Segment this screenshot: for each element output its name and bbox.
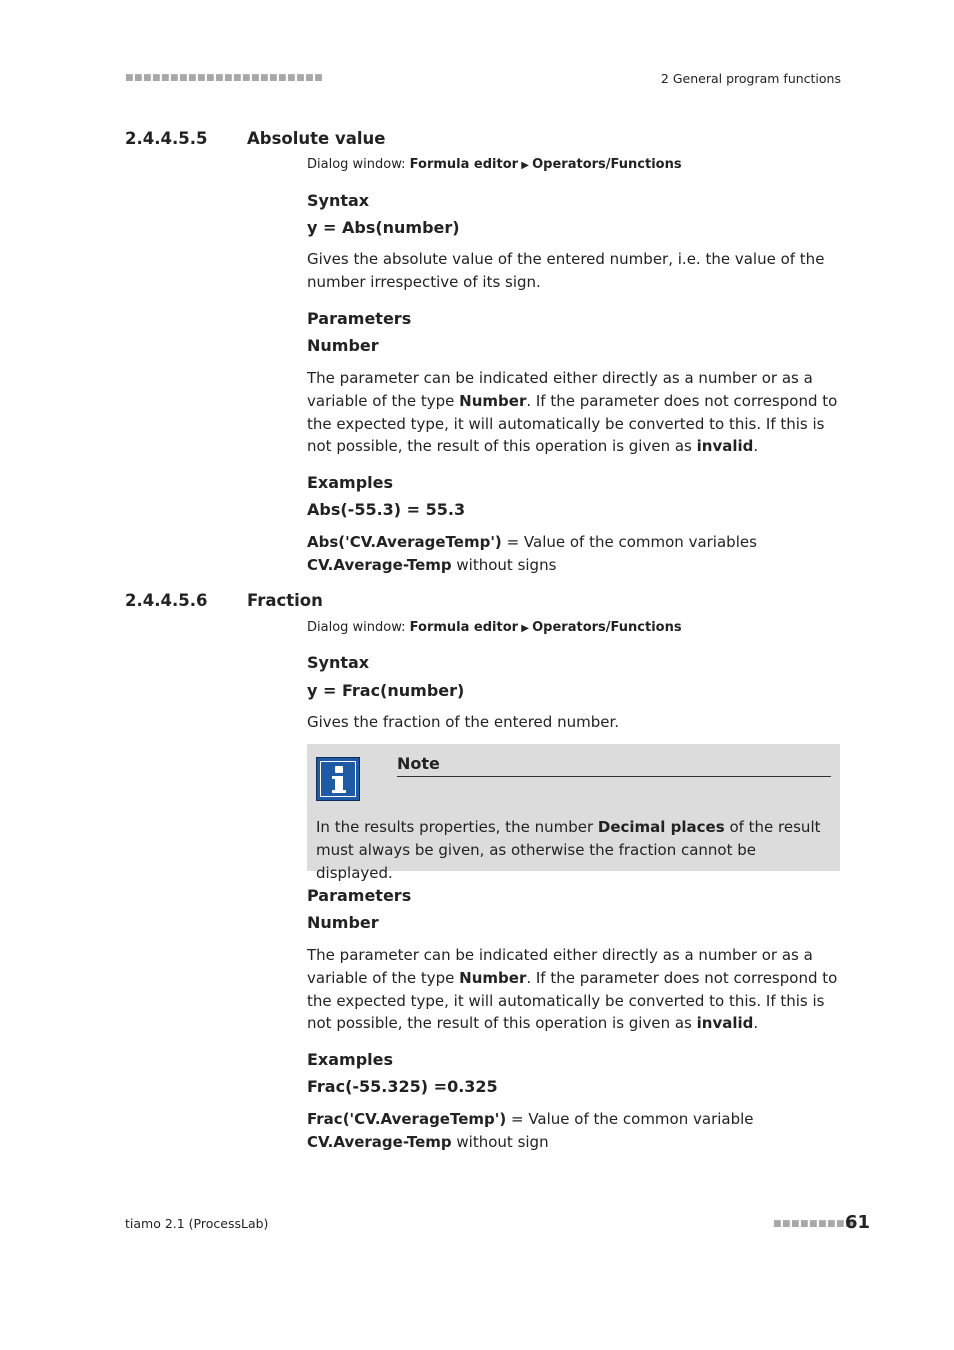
dialog-path-formula-editor: Formula editor <box>409 620 519 635</box>
param-text: . <box>753 437 759 456</box>
dialog-prefix: Dialog window: <box>307 620 410 635</box>
parameters-heading: Parameters <box>307 309 412 328</box>
example-2-formula: Frac('CV.AverageTemp') <box>307 1110 507 1128</box>
param-text: The parameter can be indicated either directly as a number or as a variable of the type <box>307 369 813 410</box>
parameter-description <box>307 944 841 1035</box>
section-number: 2.4.4.5.6 <box>125 591 208 610</box>
note-divider <box>397 776 831 777</box>
param-text: The parameter can be indicated either directly as a number or as a variable of the type <box>307 946 813 987</box>
description: Gives the fraction of the entered number. <box>307 713 619 731</box>
note-text-part: In the results properties, the number <box>316 818 598 836</box>
example-2-text: = Value of the common variable <box>506 1110 754 1128</box>
param-text: . If the parameter does not correspond to the expected type, it will automatically be converted to this. If this is not possible, the result of this operation is given as <box>307 968 838 1033</box>
example-2 <box>307 1108 841 1154</box>
param-invalid: invalid <box>696 437 754 456</box>
dialog-path-formula-editor: Formula editor <box>409 157 519 172</box>
section-number: 2.4.4.5.5 <box>125 129 208 148</box>
example-1: Frac(-55.325) =0.325 <box>307 1077 498 1096</box>
parameters-heading: Parameters <box>307 886 412 905</box>
syntax-formula: y = Frac(number) <box>307 681 465 700</box>
footer-product: tiamo 2.1 (ProcessLab) <box>125 1216 269 1231</box>
dialog-path-operators: Operators/Functions <box>532 620 682 635</box>
description: Gives the absolute value of the entered number, i.e. the value of the number irrespective of its sign. <box>307 250 825 291</box>
example-1: Abs(-55.3) = 55.3 <box>307 500 466 519</box>
example-2-variable: CV.Average-Temp <box>307 1132 452 1151</box>
param-text: . If the parameter does not correspond to the expected type, it will automatically be converted to this. If this is not possible, the result of this operation is given as <box>307 391 838 456</box>
example-2-variable: CV.Average-Temp <box>307 555 452 574</box>
parameter-description <box>307 367 841 458</box>
dialog-path-operators: Operators/Functions <box>532 157 682 172</box>
examples-heading: Examples <box>307 473 394 492</box>
example-2 <box>307 531 841 577</box>
syntax-heading: Syntax <box>307 191 370 210</box>
arrow-right-icon: ▶ <box>518 160 533 171</box>
note-text <box>316 816 836 884</box>
example-2-tail: without sign <box>451 1132 549 1151</box>
example-2-tail: without signs <box>451 555 557 574</box>
param-type: Number <box>459 968 527 987</box>
note-text-part: of the result must always be given, as otherwise the fraction cannot be displayed. <box>316 818 821 882</box>
param-invalid: invalid <box>696 1014 754 1033</box>
parameter-name: Number <box>307 336 379 355</box>
param-text: . <box>753 1014 759 1033</box>
dialog-prefix: Dialog window: <box>307 157 410 172</box>
info-icon <box>316 757 360 801</box>
examples-heading: Examples <box>307 1050 394 1069</box>
footer-decoration: ■■■■■■■■■ <box>773 1219 855 1229</box>
note-title: Note <box>397 754 440 773</box>
param-type: Number <box>459 391 527 410</box>
syntax-formula: y = Abs(number) <box>307 218 460 237</box>
note-text-bold: Decimal places <box>597 818 725 836</box>
dialog-path <box>307 620 682 635</box>
section-title: Fraction <box>247 591 323 610</box>
parameter-name: Number <box>307 913 379 932</box>
header-decoration: ■■■■■■■■■■■■■■■■■■■■■■ <box>125 73 324 83</box>
arrow-right-icon: ▶ <box>518 623 533 634</box>
section-title: Absolute value <box>247 129 386 148</box>
example-2-text: = Value of the common variables <box>501 533 757 551</box>
dialog-path <box>307 157 682 172</box>
example-2-formula: Abs('CV.AverageTemp') <box>307 533 502 551</box>
running-header-chapter: 2 General program functions <box>660 71 841 86</box>
page-number: 61 <box>845 1212 871 1233</box>
syntax-heading: Syntax <box>307 653 370 672</box>
